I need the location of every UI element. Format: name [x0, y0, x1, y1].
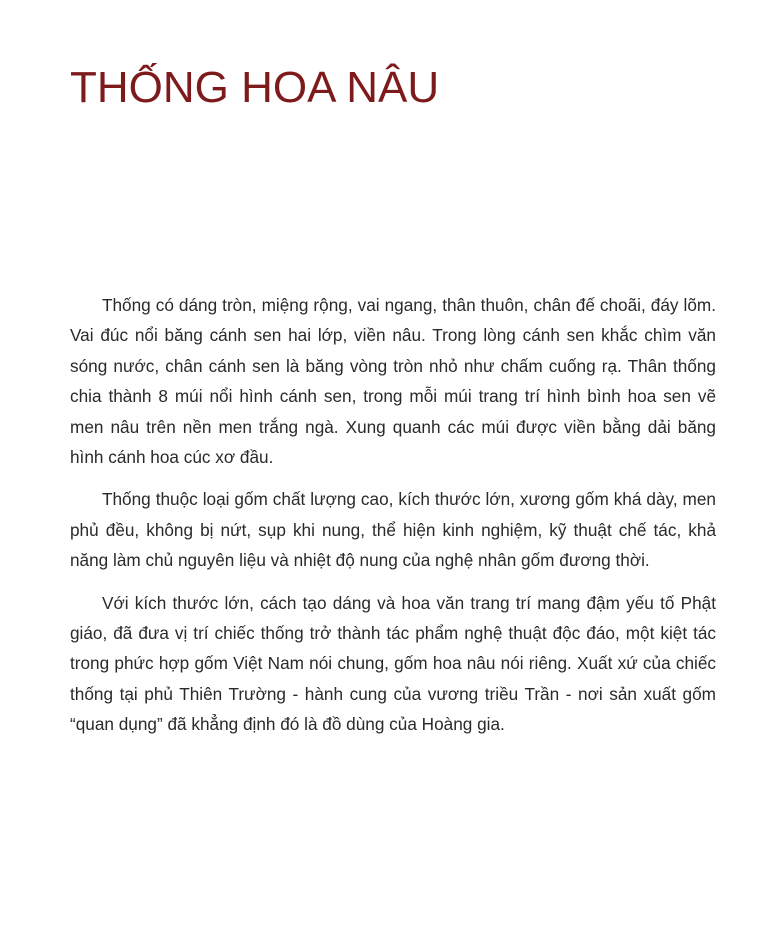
paragraph-2: [70, 484, 716, 575]
paragraph-1-text: Thống có dáng tròn, miệng rộng, vai ngang, thân thuôn, chân đế choãi, đáy lõm. Vai đúc nổi băng cánh sen hai lớp, viền nâu. Trong lòng cánh sen khắc chìm văn sóng nước, chân cánh sen là băng vòng tròn nhỏ như chấm cuống rạ. Thân thống chia thành 8 múi nổi hình cánh sen, trong mỗi múi trang trí hình bình hoa sen vẽ men nâu trên nền men trắng ngà. Xung quanh các múi được viền bằng dải băng hình cánh hoa cúc xơ đầu.: [70, 295, 716, 468]
paragraph-2-text: Thống thuộc loại gốm chất lượng cao, kích thước lớn, xương gốm khá dày, men phủ đều, không bị nứt, sụp khi nung, thể hiện kinh nghiệm, kỹ thuật chế tác, khả năng làm chủ nguyên liệu và nhiệt độ nung của nghệ nhân gốm đương thời.: [70, 489, 716, 571]
page-title: THỐNG HOA NÂU: [70, 63, 440, 112]
article-body: [70, 290, 716, 740]
paragraph-1: [70, 290, 716, 472]
paragraph-3: [70, 588, 716, 740]
paragraph-3-text: Với kích thước lớn, cách tạo dáng và hoa văn trang trí mang đậm yếu tố Phật giáo, đã đưa vị trí chiếc thống trở thành tác phẩm nghệ thuật độc đáo, một kiệt tác trong phức hợp gốm Việt Nam nói chung, gốm hoa nâu nói riêng. Xuất xứ của chiếc thống tại phủ Thiên Trường - hành cung của vương triều Trần - nơi sản xuất gốm “quan dụng” đã khẳng định đó là đồ dùng của Hoàng gia.: [70, 592, 716, 735]
